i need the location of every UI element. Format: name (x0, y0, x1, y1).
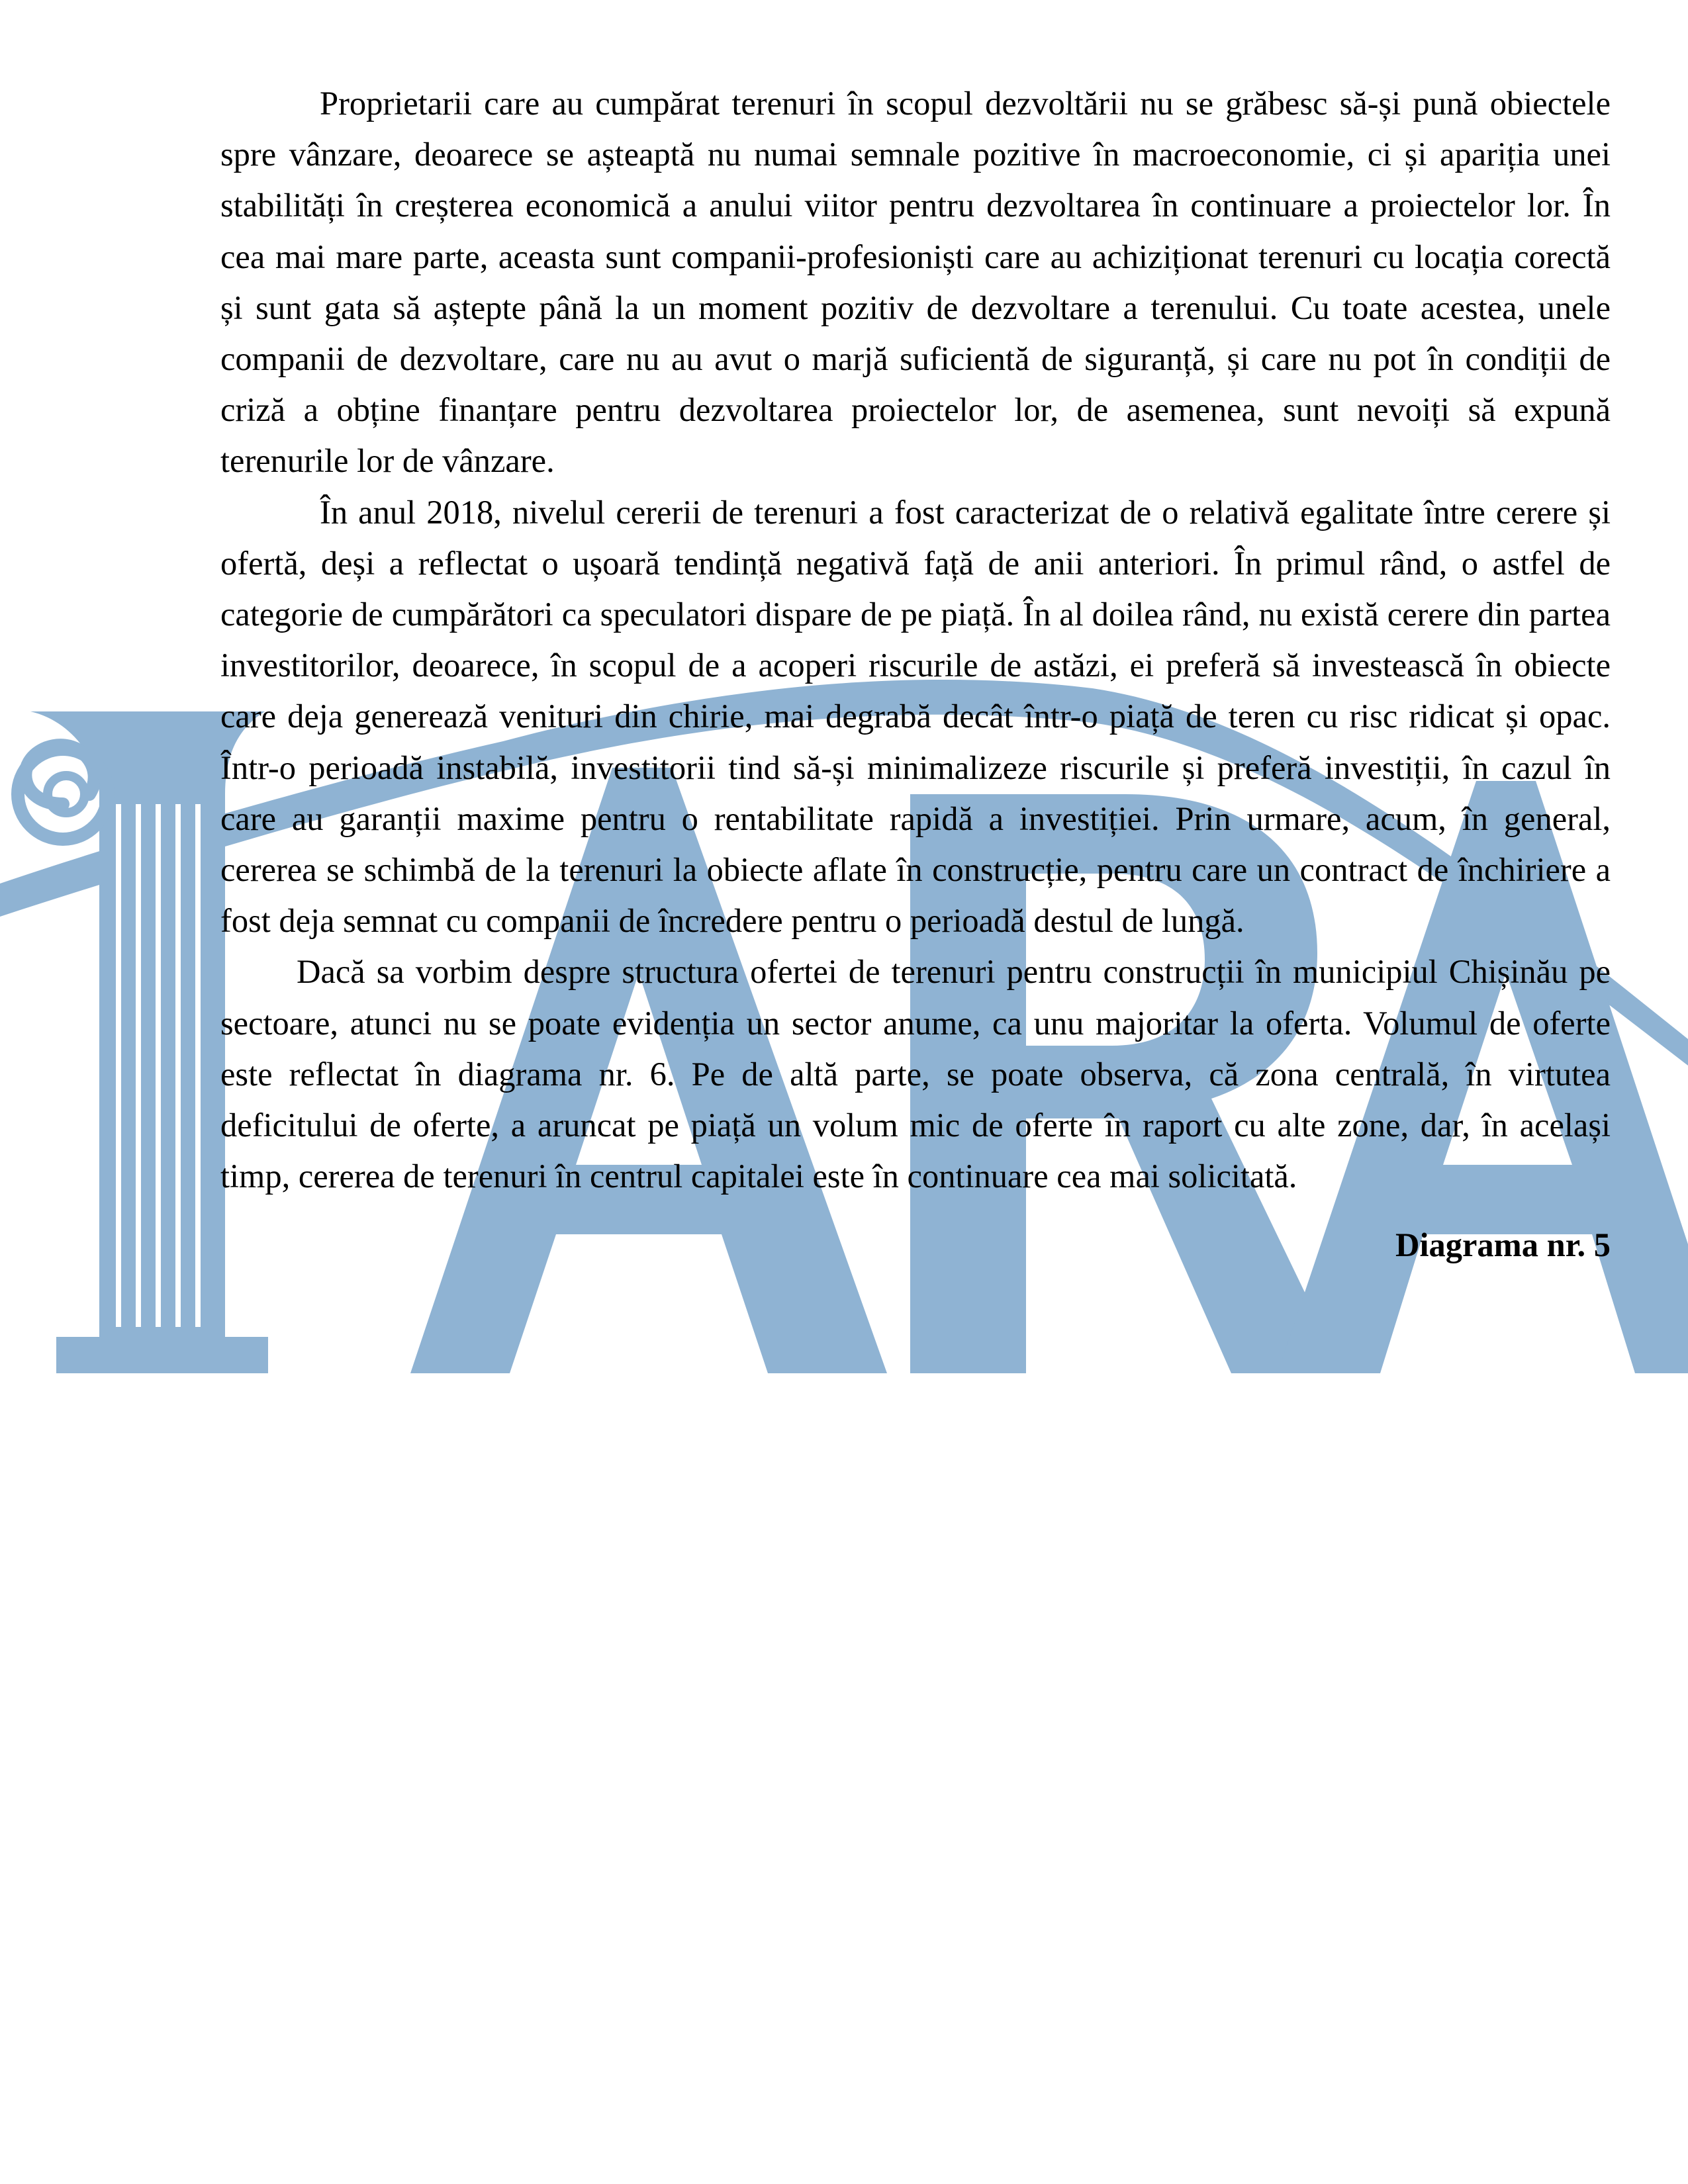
paragraph-2: În anul 2018, nivelul cererii de terenuri a fost caracterizat de o relativă egalitate între cerere și ofertă, deși a reflectat o ușoară tendință negativă față de anii anteriori. În primul rând, o astfel de categorie de cumpărători ca speculatori dispare de pe piață. În al doilea rând, nu există cerere din partea investitorilor, deoarece, în scopul de a acoperi riscurile de astăzi, ei preferă să investească în obiecte care deja generează venituri din chirie, mai degrabă decât într-o piață de teren cu risc ridicat și opac. Într-o perioadă instabilă, investitorii tind să-și minimalizeze riscurile și preferă investiții, în cazul în care au garanții maxime pentru o rentabilitate rapidă a investiției. Prin urmare, acum, în general, cererea se schimbă de la terenuri la obiecte aflate în construcție, pentru care un contract de închiriere a fost deja semnat cu companii de încredere pentru o perioadă destul de lungă. (220, 493, 1611, 940)
watermark-column-base (56, 1337, 268, 1373)
paragraph-3: Dacă sa vorbim despre structura ofertei de terenuri pentru construcții în municipiul Chișinău pe sectoare, atunci nu se poate evidenția un sector anume, ca unu majoritar la oferta. Volumul de oferte este reflectat în diagrama nr. 6. Pe de altă parte, se poate observa, că zona centrală, în virtutea deficitului de oferte, a aruncat pe piață un volum mic de oferte în raport cu alte zone, dar, în același timp, cererea de terenuri în centrul capitalei este în continuare cea mai solicitată. (220, 953, 1611, 1195)
diagram-caption: Diagrama nr. 5 (1395, 1226, 1611, 1264)
watermark-volute (18, 745, 108, 839)
document-body (220, 78, 1611, 1271)
paragraph-1: Proprietarii care au cumpărat terenuri în scopul dezvoltării nu se grăbesc să-și pună obiectele spre vânzare, deoarece se așteaptă nu numai semnale pozitive în macroeconomie, ci și apariția unei stabilități în creșterea economică a anului viitor pentru dezvoltarea în continuare a proiectelor lor. În cea mai mare parte, aceasta sunt companii-profesioniști care au achiziționat terenuri cu locația corectă și sunt gata să aștepte până la un moment pozitiv de dezvoltare a terenului. Cu toate acestea, unele companii de dezvoltare, care nu au avut o marjă suficientă de siguranță, și care nu pot în condiții de criză a obține finanțare pentru dezvoltarea proiectelor lor, de asemenea, sunt nevoiți să expună terenurile lor de vânzare. (220, 85, 1611, 480)
